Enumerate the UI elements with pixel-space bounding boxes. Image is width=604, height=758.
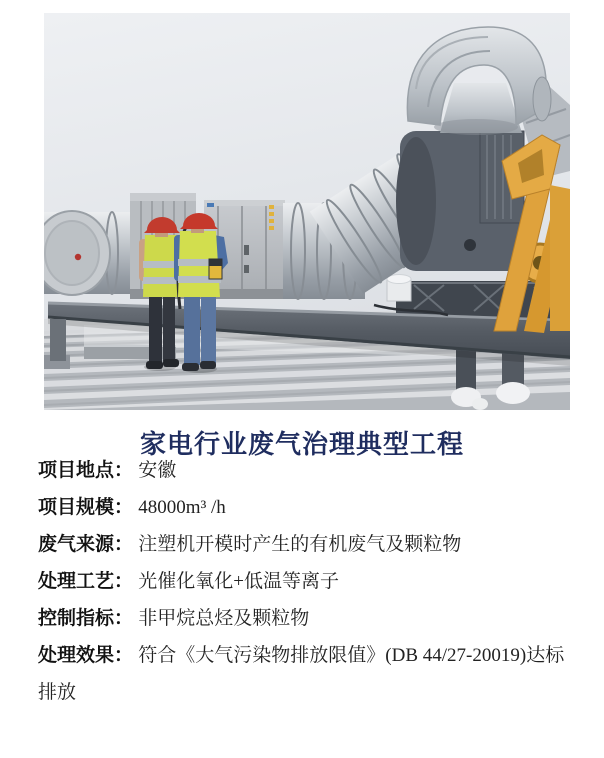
detail-row <box>38 489 578 526</box>
detail-row <box>38 637 578 711</box>
detail-label: 项目地点： <box>38 460 134 481</box>
photo-caption-title: 家电行业废气治理典型工程 <box>139 429 464 459</box>
detail-value: 符合《大气污染物排放限值》(DB 44/27-20019)达标排放 <box>38 645 565 703</box>
project-photo <box>44 13 570 410</box>
detail-row <box>38 600 578 637</box>
detail-value: 48000m³ /h <box>138 497 226 518</box>
detail-label: 项目规模： <box>38 497 134 518</box>
fan-housing <box>396 131 524 271</box>
inlet-cylinder <box>44 211 136 295</box>
project-details <box>38 452 578 711</box>
detail-label: 处理工艺： <box>38 571 134 592</box>
photo-illustration <box>44 13 570 410</box>
detail-label: 废气来源： <box>38 534 134 555</box>
roof-vent <box>387 275 411 302</box>
detail-value: 非甲烷总烃及颗粒物 <box>138 608 310 629</box>
detail-label: 控制指标： <box>38 608 134 629</box>
detail-label: 处理效果： <box>38 645 134 666</box>
detail-value: 注塑机开模时产生的有机废气及颗粒物 <box>138 534 462 555</box>
detail-row <box>38 563 578 600</box>
detail-value: 安徽 <box>138 460 177 481</box>
detail-value: 光催化氧化+低温等离子 <box>138 571 340 592</box>
detail-row <box>38 452 578 489</box>
detail-row <box>38 526 578 563</box>
